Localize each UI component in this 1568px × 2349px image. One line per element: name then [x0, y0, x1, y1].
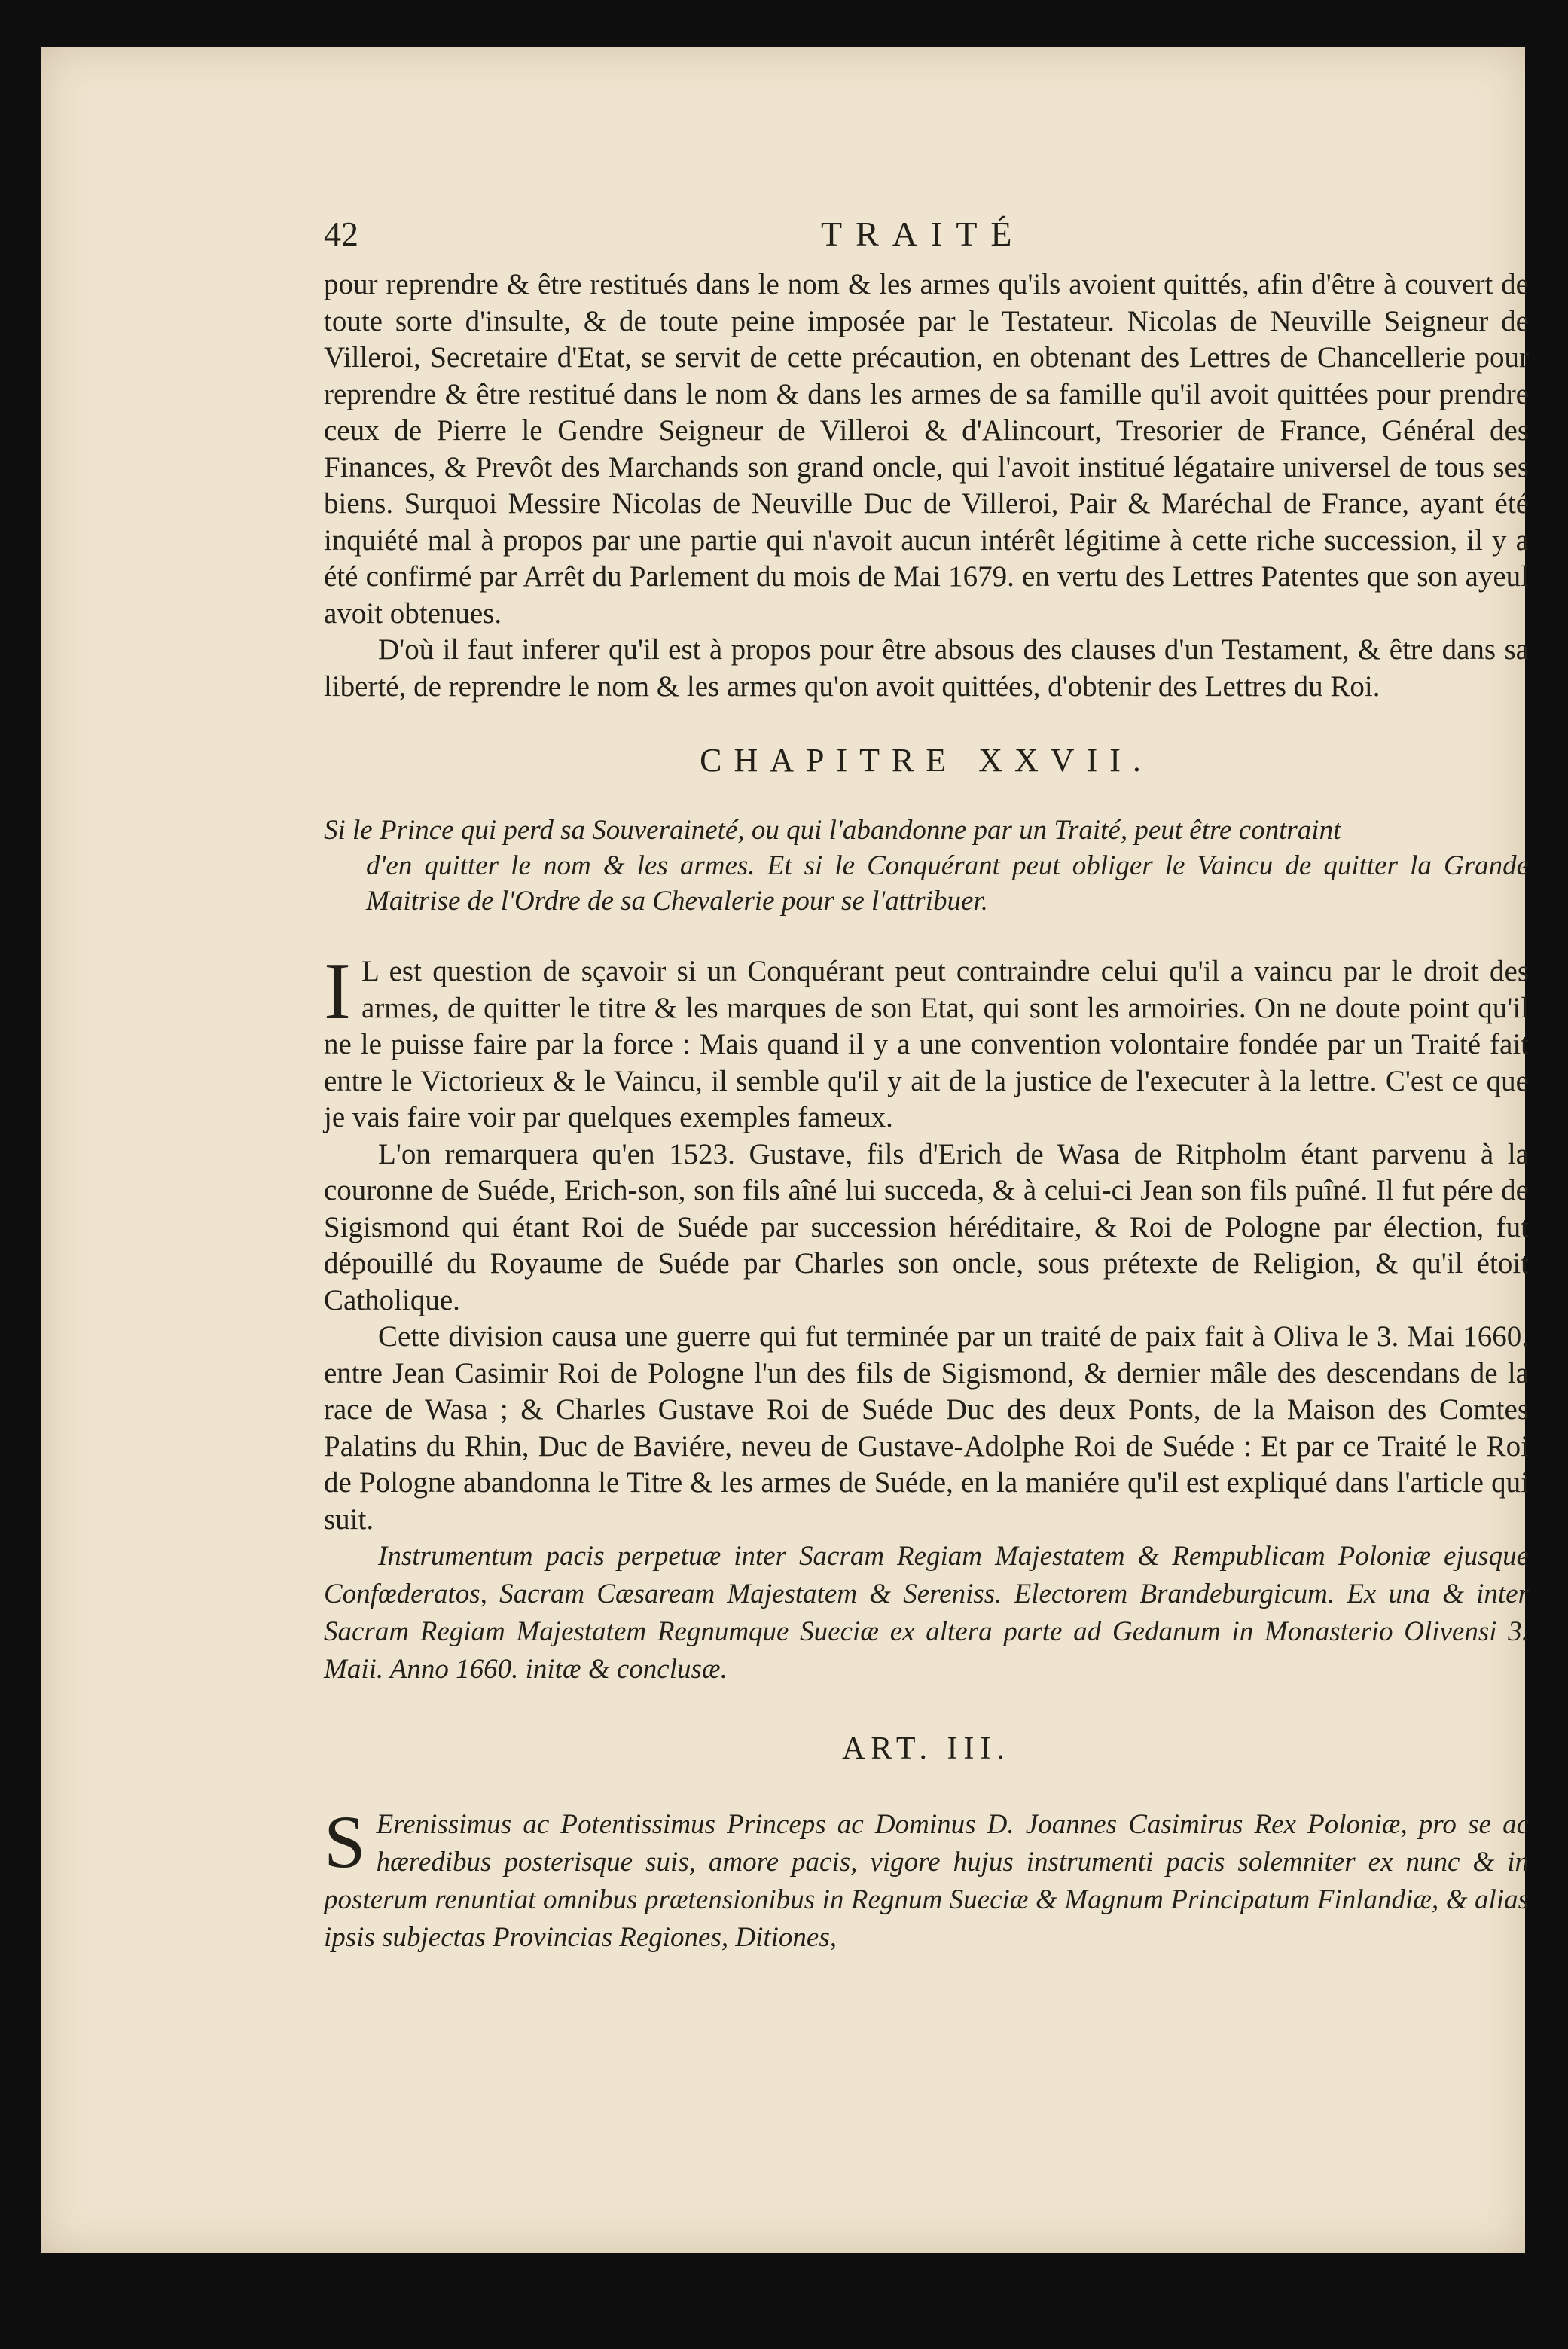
page-number: 42: [324, 215, 358, 253]
article-text: [324, 1800, 1529, 1957]
text-block: [324, 214, 1529, 1957]
article-drop-cap: S: [324, 1800, 366, 1884]
page-header: [324, 214, 1529, 267]
latin-treaty-title: Instrumentum pacis perpetuæ inter Sacram Regiam Majestatem & Rempublicam Poloniæ ejusque Confœderatos, Sacram Cæsaream Majestatem & Sereniss. Electorem Brandeburgicum. Ex una & inter Sacram Regiam Majestatem Regnumque Sueciæ ex altera parte ad Gedanum in Monasterio Olivensi 3. Maii. Anno 1660. initæ & conclusæ.: [324, 1541, 1529, 1685]
chapter-summary: [324, 813, 1529, 919]
paragraph-opening: [324, 947, 1529, 1136]
chapter-summary-continuation: d'en quitter le nom & les armes. Et si le Conquérant peut obliger le Vaincu de quitter la Grande Maitrise de l'Ordre de sa Chevalerie pour se l'attribuer.: [366, 850, 1529, 917]
paragraph-continued: pour reprendre & être restitués dans le nom & les armes qu'ils avoient quittés, afin d'être à couvert de toute sorte d'insulte, & de toute peine imposée par le Testateur. Nicolas de Neuville Seigneur de Villeroi, Secretaire d'Etat, se servit de cette précaution, en obtenant des Lettres de Chancellerie pour reprendre & être restitué dans le nom & dans les armes de sa famille qu'il avoit quittées pour prendre ceux de Pierre le Gendre Seigneur de Villeroi & d'Alincourt, Tresorier de France, Général des Finances, & Prevôt des Marchands son grand oncle, qui l'avoit institué légataire universel de tous ses biens. Surquoi Messire Nicolas de Neuville Duc de Villeroi, Pair & Maréchal de France, ayant été inquiété mal à propos par une partie qui n'avoit aucun intérêt légitime à cette riche succession, il y a été confirmé par Arrêt du Parlement du mois de Mai 1679. en vertu des Lettres Patentes que son ayeul avoit obtenues.: [324, 268, 1529, 630]
article-text-body: Erenissimus ac Potentissimus Princeps ac Dominus D. Joannes Casimirus Rex Poloniæ, pro se ac hæredibus posterisque suis, amore pacis, vigore hujus instrumenti pacis solemniter ex nunc & in posterum renuntiat omnibus prætensionibus in Regnum Sueciæ & Magnum Principatum Finlandiæ, & alias ipsis subjectas Provincias Regiones, Ditiones,: [324, 1809, 1529, 1953]
paragraph-division: Cette division causa une guerre qui fut terminée par un traité de paix fait à Oliva le 3. Mai 1660. entre Jean Casimir Roi de Pologne l'un des fils de Sigismond, & dernier mâle des descendans de la race de Wasa ; & Charles Gustave Roi de Suéde Duc des deux Ponts, de la Maison des Comtes Palatins du Rhin, Duc de Baviére, neveu de Gustave-Adolphe Roi de Suéde : Et par ce Traité le Roi de Pologne abandonna le Titre & les armes de Suéde, en la maniére qu'il est expliqué dans l'article qui suit.: [324, 1320, 1529, 1536]
drop-cap: I: [324, 947, 351, 1036]
running-title: TRAITÉ: [821, 215, 1026, 253]
article-heading: ART. III.: [842, 1731, 1011, 1766]
paragraph-gustave: L'on remarquera qu'en 1523. Gustave, fils d'Erich de Wasa de Ritpholm étant parvenu à la couronne de Suéde, Erich-son, son fils aîné lui succeda, & à celui-ci Jean son fils puîné. Il fut pére de Sigismond qui étant Roi de Suéde par succession héréditaire, & Roi de Pologne par élection, fut dépouillé du Royaume de Suéde par Charles son oncle, sous prétexte de Religion, & qu'il étoit Catholique.: [324, 1137, 1529, 1316]
chapter-heading: CHAPITRE XXVII.: [700, 742, 1153, 779]
chapter-summary-line1: Si le Prince qui perd sa Souveraineté, ou qui l'abandonne par un Traité, peut être contraint: [324, 815, 1341, 846]
paragraph-conclusion: D'où il faut inferer qu'il est à propos pour être absous des clauses d'un Testament, & être dans sa liberté, de reprendre le nom & les armes qu'on avoit quittées, d'obtenir des Lettres du Roi.: [324, 633, 1529, 703]
paragraph-opening-text: L est question de sçavoir si un Conquérant peut contraindre celui qu'il a vaincu par le droit des armes, de quitter le titre & les marques de son Etat, qui sont les armoiries. On ne doute point qu'il ne le puisse faire par la force : Mais quand il y a une convention volontaire fondée par un Traité fait entre le Victorieux & le Vaincu, il semble qu'il y ait de la justice de l'executer à la lettre. C'est ce que je vais faire voir par quelques exemples fameux.: [324, 955, 1529, 1133]
book-page: [41, 47, 1529, 2253]
